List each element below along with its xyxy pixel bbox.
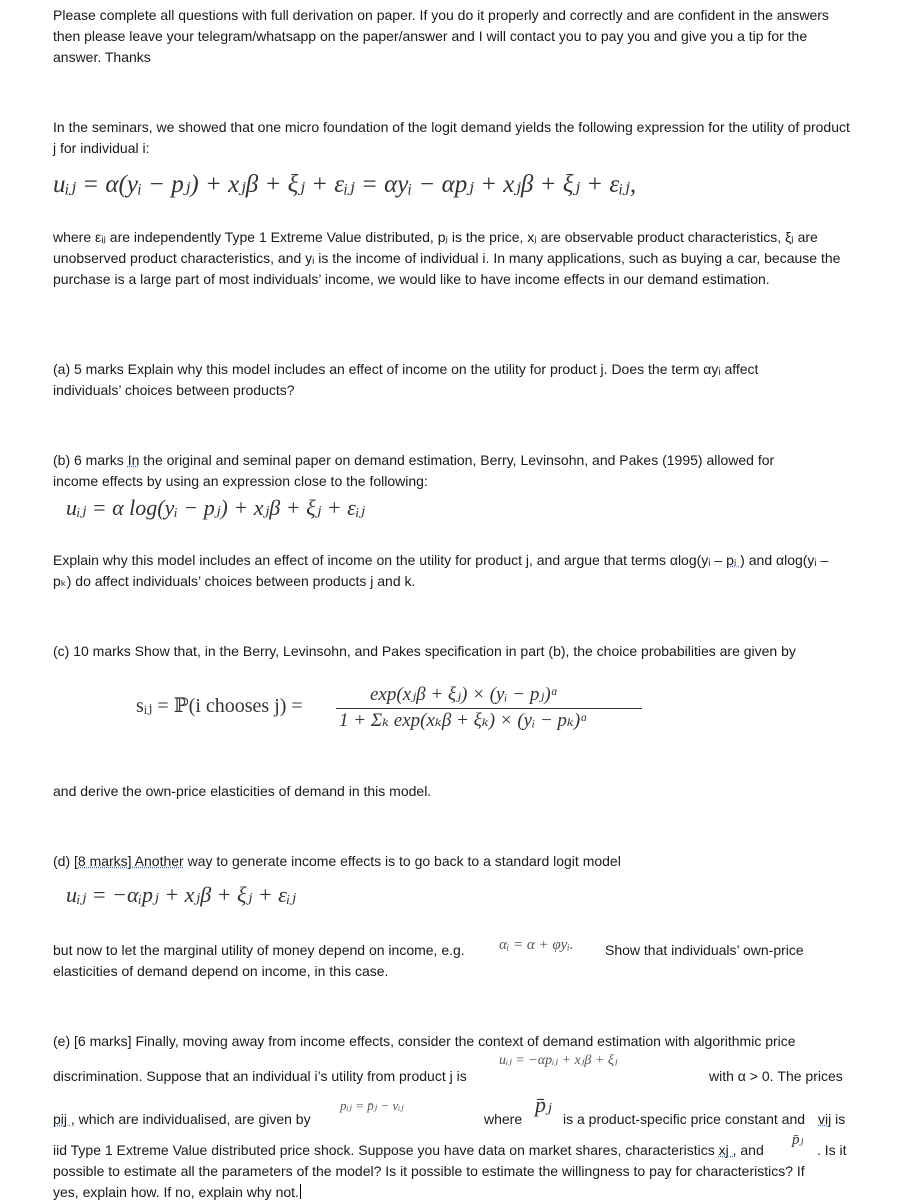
part-d-question xyxy=(53,851,853,872)
xj-term: xj , xyxy=(718,1142,737,1158)
part-a-question: (a) 5 marks Explain why this model includes an effect of income on the utility for product j. Does the term αyᵢ affect individuals’ choices between products? xyxy=(53,361,759,398)
part-d-prefix: (d) xyxy=(53,853,74,869)
text-cursor[interactable] xyxy=(300,1184,301,1199)
part-e-line1: (e) [6 marks] Finally, moving away from income effects, consider the context of demand estimation with algorithmic price xyxy=(53,1033,796,1049)
part-e-line4 xyxy=(53,1140,764,1161)
part-d-show-text: Show that individuals’ own-price xyxy=(605,942,804,958)
part-e-and: and xyxy=(740,1142,764,1158)
part-e-is: is xyxy=(835,1111,846,1127)
part-d-underlined: [8 marks] Another xyxy=(74,853,184,869)
part-d-line2: elasticities of demand depend on income, in this case. xyxy=(53,963,389,979)
part-b-explain-after: and αlog(yᵢ – pₖ) do affect individuals’ choices between products j and k. xyxy=(53,552,829,589)
part-b-prefix: (b) 6 marks xyxy=(53,452,128,468)
part-e-line4a: iid Type 1 Extreme Value distributed price shock. Suppose you have data on market shares, characteristics xyxy=(53,1142,715,1158)
part-e-vij-wrap xyxy=(818,1109,845,1130)
where-paragraph: where εᵢⱼ are independently Type 1 Extreme Value distributed, pⱼ is the price, xⱼ are observable product characteristics, ξⱼ are unobserved product characteristics, and yᵢ is the income of individual i. In many applications, such as buying a car, because the purchase is a large part of most individuals’ income, we would like to have income effects in our demand estimation. xyxy=(53,229,841,287)
part-b-explain-underlined: pⱼ ) xyxy=(726,552,745,568)
part-b-explain-before: Explain why this model includes an effect of income on the utility for product j, and argue that terms αlog(yᵢ – xyxy=(53,552,727,568)
intro-paragraph: Please complete all questions with full derivation on paper. If you do it properly and correctly and are confident in the answers then please leave your telegram/whatsapp on the paper/answer and I will contact you to pay you and give you a tip for the answer. Thanks xyxy=(53,7,829,65)
part-e-line3 xyxy=(53,1109,311,1130)
part-d-but-text: but now to let the marginal utility of money depend on income, e.g. xyxy=(53,942,465,958)
utility-equation-algorithmic: uᵢⱼ = −αpᵢⱼ + xⱼβ + ξⱼ xyxy=(499,1053,618,1068)
part-e-line5: possible to estimate all the parameters of the model? Is it possible to estimate the willingness to pay for characteristics? If xyxy=(53,1163,805,1179)
utility-equation-logit: uᵢⱼ = −αᵢpⱼ + xⱼβ + ξⱼ + εᵢⱼ xyxy=(66,882,297,907)
part-b-explain xyxy=(53,550,833,592)
choice-prob-numerator: exp(xⱼβ + ξⱼ) × (yᵢ − pⱼ)ᵅ xyxy=(370,684,559,705)
part-e-isit: . Is it xyxy=(817,1142,847,1158)
part-e-const: is a product-specific price constant and xyxy=(563,1111,806,1127)
part-e-line2: discrimination. Suppose that an individual i’s utility from product j is xyxy=(53,1068,467,1084)
part-e-line6: yes, explain how. If no, explain why not. xyxy=(53,1184,299,1200)
part-e-with-text: with α > 0. The prices xyxy=(709,1068,843,1084)
alpha-income-equation: αᵢ = α + φyᵢ. xyxy=(499,937,574,953)
pbar-symbol-2: p̄ⱼ xyxy=(792,1132,804,1148)
seminar-intro-paragraph: In the seminars, we showed that one micro foundation of the logit demand yields the following expression for the utility of product j for individual i: xyxy=(53,119,850,156)
part-b-underlined-word: In xyxy=(127,452,140,468)
fraction-bar xyxy=(336,708,642,709)
utility-equation-blp: uᵢⱼ = α log(yᵢ − pⱼ) + xⱼβ + ξⱼ + εᵢⱼ xyxy=(66,495,366,520)
part-c-question: (c) 10 marks Show that, in the Berry, Levinsohn, and Pakes specification in part (b), the choice probabilities are given by xyxy=(53,643,796,659)
part-e-which: which are individualised, are given by xyxy=(74,1111,311,1127)
pbar-symbol: p̄ⱼ xyxy=(535,1092,552,1117)
utility-equation-main: uᵢⱼ = α(yᵢ − pⱼ) + xⱼβ + ξⱼ + εᵢⱼ = αyᵢ − αpⱼ + xⱼβ + ξⱼ + εᵢⱼ, xyxy=(53,171,637,198)
part-e-where: where xyxy=(484,1111,523,1127)
part-c-derive: and derive the own-price elasticities of demand in this model. xyxy=(53,783,432,799)
individual-price-equation: pᵢⱼ = p̄ⱼ − vᵢⱼ xyxy=(340,1098,404,1113)
part-b-rest: the original and seminal paper on demand estimation, Berry, Levinsohn, and Pakes (1995) allowed for income effects by using an expression close to the following: xyxy=(53,452,775,489)
part-e-line6-wrap xyxy=(53,1182,301,1203)
vij-term: vij xyxy=(818,1111,832,1127)
choice-prob-denominator: 1 + Σₖ exp(xₖβ + ξₖ) × (yᵢ − pₖ)ᵅ xyxy=(339,710,588,731)
choice-prob-lhs: sᵢⱼ = ℙ(i chooses j) = xyxy=(136,695,303,717)
pij-term: pij , xyxy=(53,1111,75,1127)
part-d-rest: way to generate income effects is to go back to a standard logit model xyxy=(183,853,621,869)
part-b-question xyxy=(53,450,823,492)
